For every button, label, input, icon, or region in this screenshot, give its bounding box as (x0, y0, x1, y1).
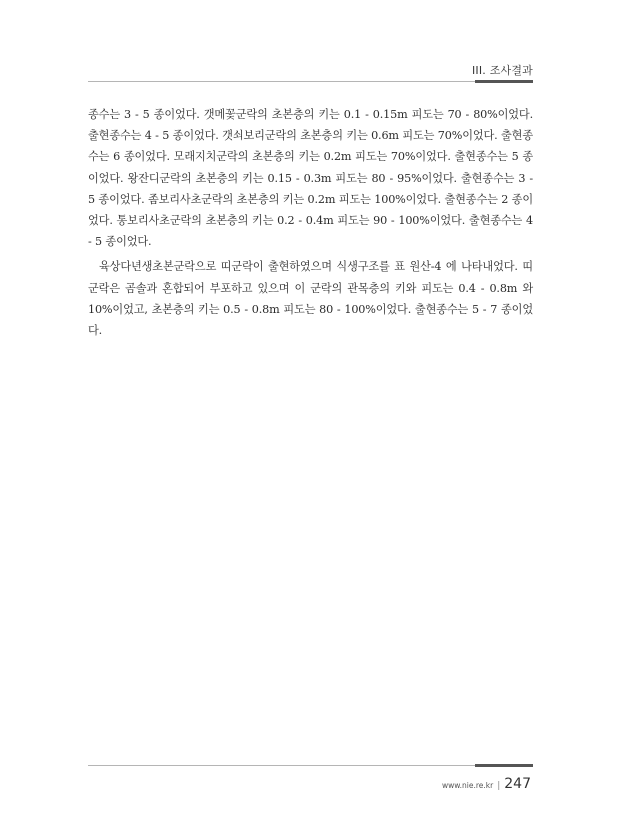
footer-divider-accent (475, 764, 533, 767)
footer-url: www.nie.re.kr (441, 781, 494, 790)
footer-divider-line (88, 765, 533, 766)
footer-separator: | (497, 781, 501, 791)
header-divider (88, 80, 533, 84)
section-title: III. 조사결과 (471, 64, 533, 77)
running-header (88, 62, 533, 78)
header-divider-accent (475, 80, 533, 83)
footer-divider (88, 763, 533, 767)
paragraph-2: 육상다년생초본군락으로 띠군락이 출현하였으며 식생구조를 표 원산-4 에 나타내었다. 띠군락은 곰솔과 혼합되어 부포하고 있으며 이 군락의 관목층의 키와 피도는 0.4 - 0.8m 와 10%이었고, 초본층의 키는 0.5 - 0.8m 피도는 80 - 100%이었다. 출현종수는 5 - 7 종이었다. (88, 260, 533, 338)
body-text (88, 104, 533, 341)
header-divider-line (88, 81, 533, 82)
paragraph-1: 종수는 3 - 5 종이었다. 갯메꽃군락의 초본층의 키는 0.1 - 0.15m 피도는 70 - 80%이었다. 출현종수는 4 - 5 종이었다. 갯쇠보리군락의 초본층의 키는 0.6m 피도는 70%이었다. 출현종수는 6 종이었다. 모래지치군락의 초본층의 키는 0.2m 피도는 70%이었다. 출현종수는 5 종이었다. 왕잔디군락의 초본층의 키는 0.15 - 0.3m 피도는 80 - 95%이었다. 출현종수는 3 - 5 종이었다. 좀보리사초군락의 초본층의 키는 0.2m 피도는 100%이었다. 출현종수는 2 종이었다. 통보리사초군락의 초본층의 키는 0.2 - 0.4m 피도는 90 - 100%이었다. 출현종수는 4 - 5 종이었다. (88, 108, 533, 249)
page-number: 247 (504, 776, 531, 792)
page-footer (442, 776, 531, 792)
